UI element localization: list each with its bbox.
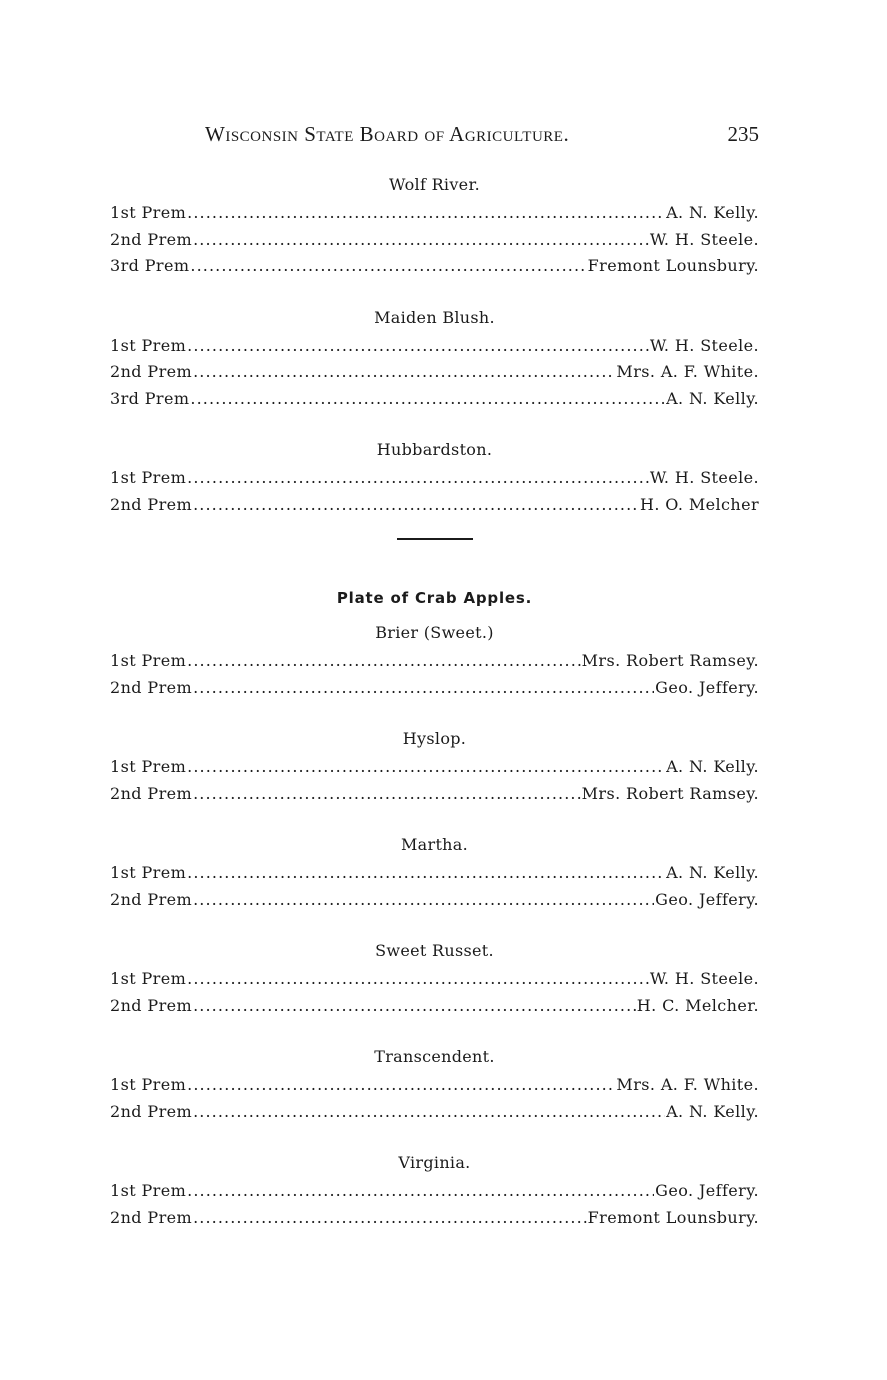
variety-title: Martha. [400, 835, 469, 854]
prize-label: 2nd Prem [110, 1207, 193, 1227]
prize-label: 3rd Prem [110, 256, 190, 275]
dot-leader [193, 781, 581, 808]
premium-entry [110, 227, 759, 254]
premium-entry [110, 465, 759, 492]
prize-label: 2nd Prem [110, 494, 193, 514]
dot-leader [187, 200, 665, 227]
winner-name: Mrs. Robert Ramsey. [581, 651, 759, 670]
winner-name: H. C. Melcher. [636, 995, 759, 1015]
dot-leader [193, 492, 639, 519]
dot-leader [193, 1099, 665, 1126]
dot-leader [187, 754, 665, 781]
dot-leader [193, 359, 615, 386]
prize-label: 2nd Prem [110, 995, 193, 1015]
premium-entry [110, 492, 759, 519]
prize-label: 1st Prem [110, 335, 187, 355]
premium-entry [110, 333, 759, 360]
premium-entry [110, 386, 759, 413]
winner-name: Geo. Jeffery. [655, 1181, 759, 1200]
variety-block [110, 1152, 759, 1231]
premium-entry [110, 359, 759, 386]
dot-leader [187, 966, 649, 993]
premium-entry [110, 200, 759, 227]
premium-entry [110, 966, 759, 993]
variety-block [110, 622, 759, 701]
running-head [205, 122, 759, 150]
premium-entry [110, 648, 759, 675]
dot-leader [187, 1072, 615, 1099]
dot-leader [193, 227, 649, 254]
variety-block [110, 439, 759, 518]
variety-block [110, 174, 759, 280]
heading-spacer [110, 608, 759, 622]
dot-leader [190, 386, 665, 413]
winner-name: W. H. Steele. [649, 335, 759, 355]
prize-label: 3rd Prem [110, 388, 190, 408]
variety-title: Virginia. [398, 1153, 471, 1172]
premium-entry [110, 1072, 759, 1099]
winner-name: Mrs. A. F. White. [616, 362, 759, 381]
running-title: Wisconsin State Board of Agriculture. [205, 122, 570, 146]
winner-name: Mrs. Robert Ramsey. [581, 783, 759, 803]
prize-label: 2nd Prem [110, 362, 193, 381]
winner-name: Fremont Lounsbury. [587, 256, 759, 275]
premium-entry [110, 1178, 759, 1205]
dot-leader [187, 1178, 654, 1205]
prize-label: 1st Prem [110, 468, 187, 487]
winner-name: W. H. Steele. [649, 229, 759, 249]
variety-block [110, 1046, 759, 1125]
prize-label: 1st Prem [110, 757, 187, 776]
variety-title: Hyslop. [402, 729, 467, 748]
winner-name: Fremont Lounsbury. [587, 1207, 759, 1227]
winner-name: Mrs. A. F. White. [616, 1075, 759, 1094]
variety-block [110, 728, 759, 807]
winner-name: A. N. Kelly. [666, 388, 759, 408]
premium-entry [110, 781, 759, 808]
variety-title: Brier (Sweet.) [375, 623, 494, 642]
dot-leader [187, 465, 649, 492]
winner-name: W. H. Steele. [649, 468, 759, 487]
prize-label: 2nd Prem [110, 677, 193, 697]
prize-label: 2nd Prem [110, 783, 193, 803]
section-heading: Plate of Crab Apples. [336, 589, 533, 607]
prize-label: 1st Prem [110, 1181, 187, 1200]
winner-name: A. N. Kelly. [666, 203, 759, 222]
prize-label: 1st Prem [110, 863, 187, 882]
winner-name: A. N. Kelly. [666, 757, 759, 776]
premium-entry [110, 253, 759, 280]
crab-apples-section [110, 588, 759, 1231]
prize-label: 2nd Prem [110, 229, 193, 249]
premium-entry [110, 860, 759, 887]
variety-title: Transcendent. [374, 1047, 495, 1066]
variety-title: Hubbardston. [376, 440, 493, 459]
dot-leader [187, 648, 580, 675]
variety-title: Maiden Blush. [374, 307, 495, 327]
apple-varieties-section [110, 174, 759, 518]
winner-name: A. N. Kelly. [666, 1101, 759, 1121]
section-spacer [110, 540, 759, 588]
variety-title: Wolf River. [388, 175, 481, 194]
variety-block [110, 834, 759, 913]
premium-entry [110, 1205, 759, 1232]
prize-label: 1st Prem [110, 969, 187, 988]
prize-label: 1st Prem [110, 1075, 187, 1094]
variety-block [110, 940, 759, 1019]
premium-entry [110, 993, 759, 1020]
dot-leader [193, 887, 654, 914]
dot-leader [187, 860, 665, 887]
dot-leader [193, 1205, 587, 1232]
variety-title: Sweet Russet. [375, 941, 494, 960]
dot-leader [187, 333, 649, 360]
winner-name: W. H. Steele. [649, 969, 759, 988]
dot-leader [193, 675, 654, 702]
winner-name: A. N. Kelly. [666, 863, 759, 882]
winner-name: Geo. Jeffery. [655, 677, 759, 697]
prize-label: 1st Prem [110, 651, 187, 670]
prize-label: 1st Prem [110, 203, 187, 222]
premium-entry [110, 754, 759, 781]
variety-block [110, 307, 759, 413]
page-number: 235 [727, 122, 759, 146]
prize-label: 2nd Prem [110, 1101, 193, 1121]
premium-entry [110, 1099, 759, 1126]
premium-entry [110, 887, 759, 914]
premium-entry [110, 675, 759, 702]
dot-leader [193, 993, 636, 1020]
premium-list [110, 174, 759, 1231]
dot-leader [190, 253, 586, 280]
winner-name: H. O. Melcher [639, 494, 759, 514]
winner-name: Geo. Jeffery. [655, 889, 759, 909]
prize-label: 2nd Prem [110, 889, 193, 909]
